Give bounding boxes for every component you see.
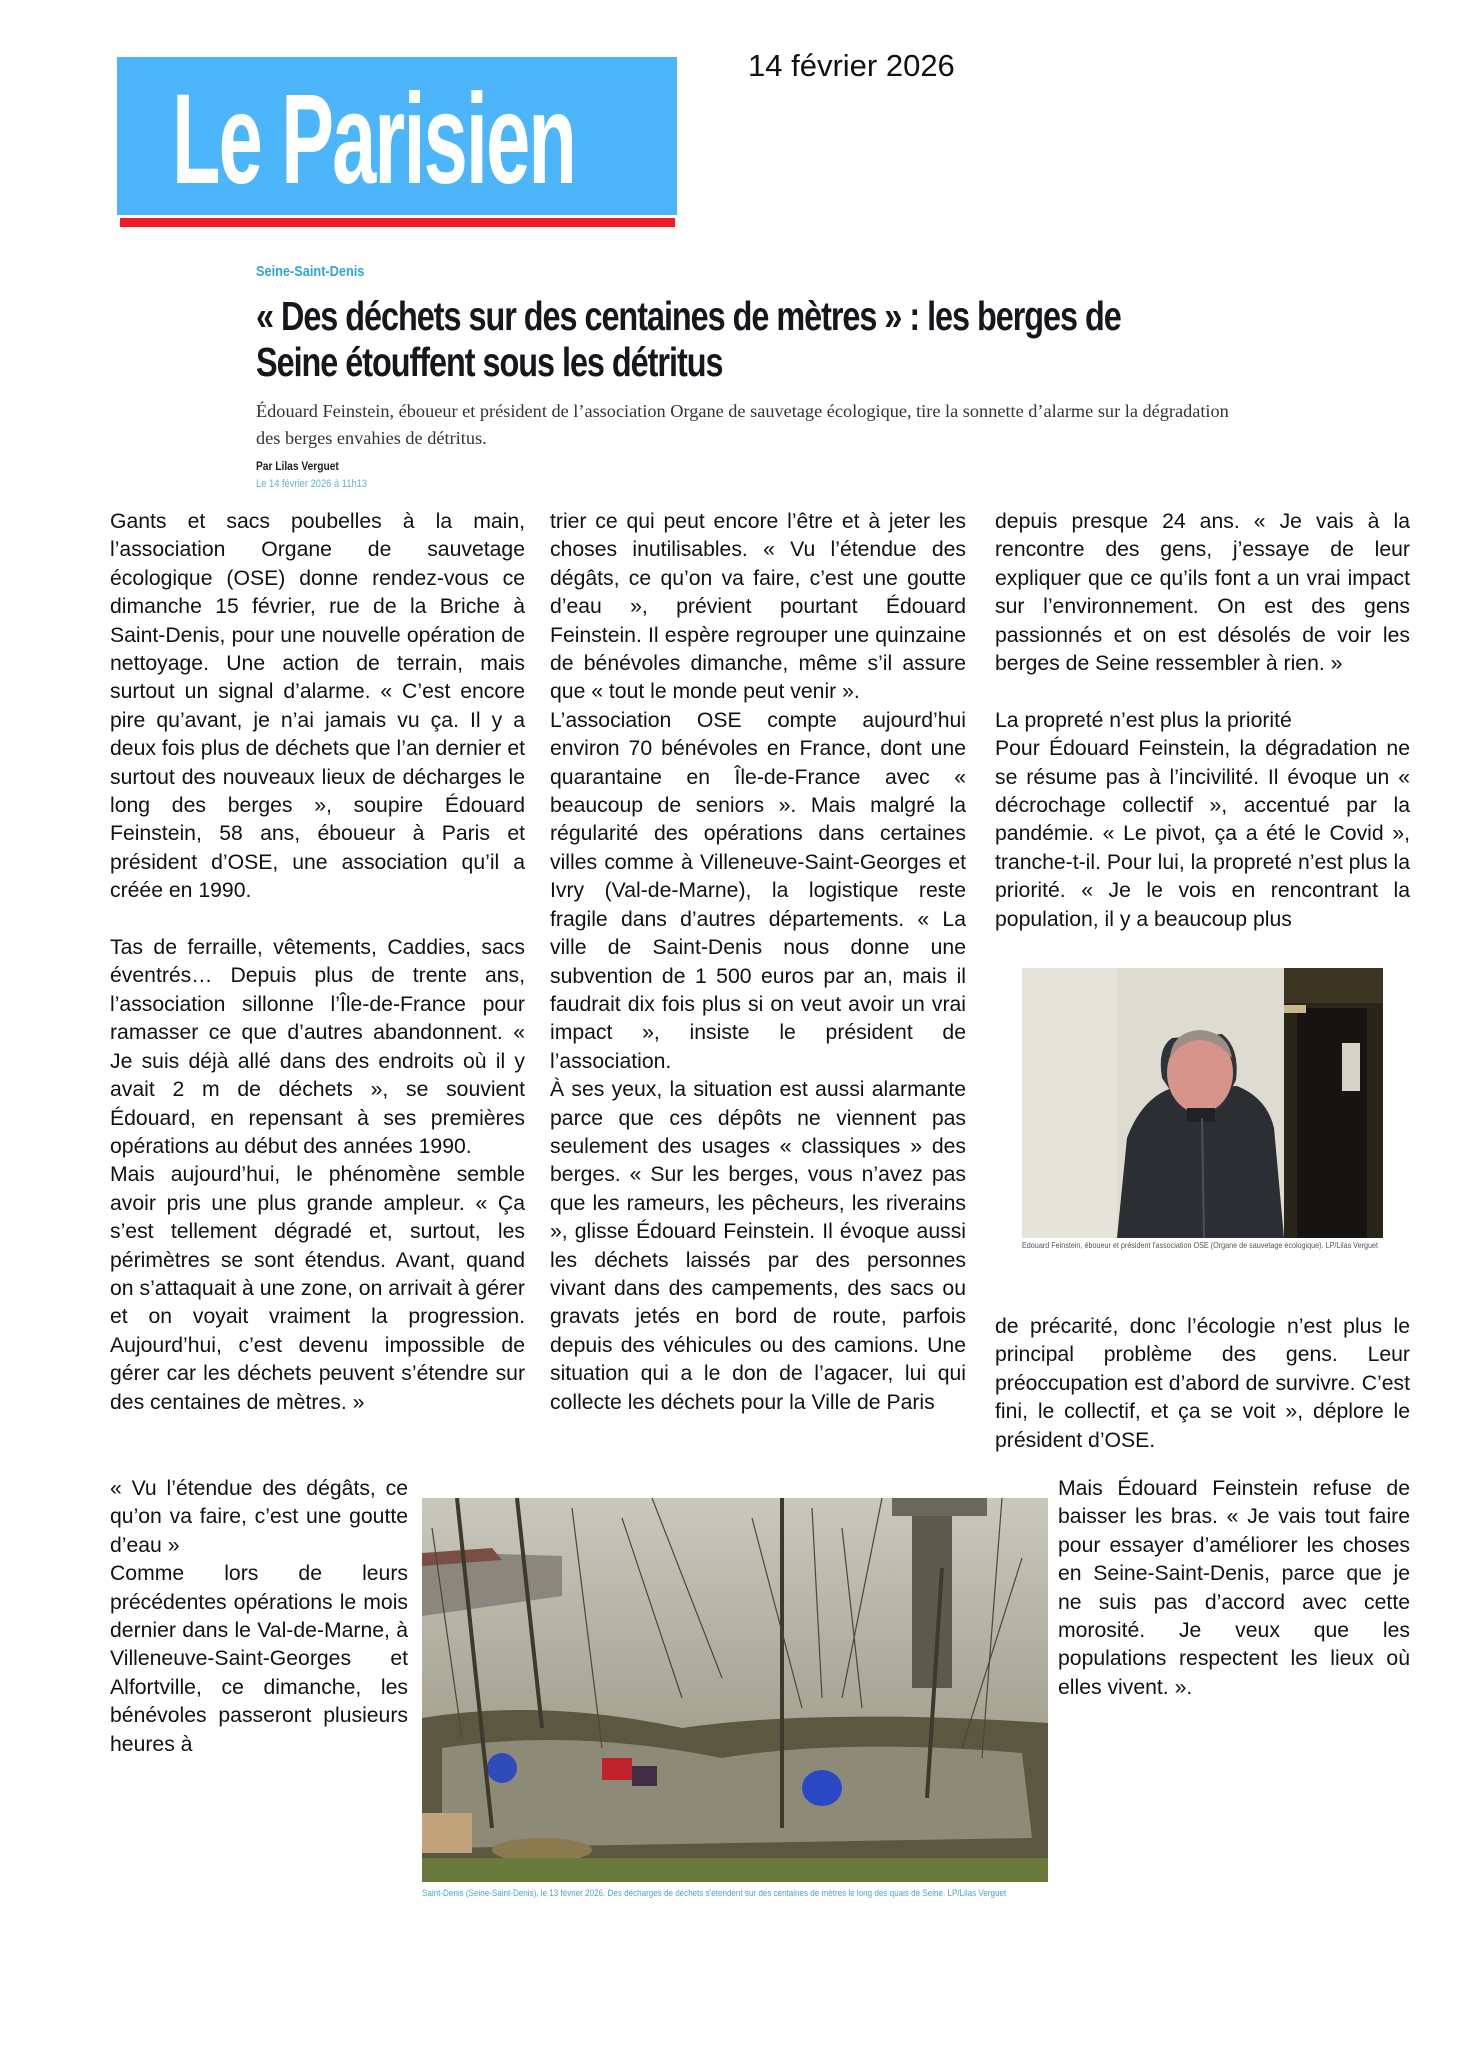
paragraph: depuis presque 24 ans. « Je vais à la rencontre des gens, j’essaye de leur expliquer que ce qu’ils font a un vrai impact sur l’environnement. On est des gens passionnés et on est désolés de voir les berges de Seine ressembler à rien. »: [995, 510, 1410, 676]
logo-text: Le Parisien: [172, 68, 575, 211]
publication-date: Le 14 février 2026 à 11h13: [256, 478, 368, 490]
paragraph: Comme lors de leurs précédentes opérations le mois dernier dans le Val-de-Marne, à Villeneuve-Saint-Georges et Alfortville, ce dimanche, les bénévoles passeront plusieurs heures à: [110, 1562, 408, 1756]
headline-line: Seine étouffent sous les détritus: [256, 339, 723, 385]
body-column-1: [110, 508, 525, 1417]
body-column-3: [995, 508, 1410, 934]
byline: Par Lilas Verguet: [256, 459, 339, 473]
body-column-1-narrow: [110, 1475, 408, 1759]
riverbank-caption: Saint-Denis (Seine-Saint-Denis), le 13 février 2026. Des décharges de déchets s'étendent sur des centaines de mètres le long des quais de Seine. LP/Lilas Verguet: [422, 1887, 1007, 1898]
standfirst: Édouard Feinstein, éboueur et président de l’association Organe de sauvetage écologique, tire la sonnette d’alarme sur la dégradation des berges envahies de détritus.: [256, 401, 1229, 448]
headline-line: « Des déchets sur des centaines de mètres » : les berges de: [256, 293, 1121, 339]
body-column-3-final: [1058, 1475, 1410, 1702]
logo-blue-box: [117, 57, 677, 215]
subheading-quote: « Vu l’étendue des dégâts, ce qu’on va faire, c’est une goutte d’eau »: [110, 1477, 408, 1557]
paragraph: L’association OSE compte aujourd’hui environ 70 bénévoles en France, dont une quarantaine en Île-de-France avec « beaucoup de seniors ». Mais malgré la régularité des opérations dans certaines villes comme à Villeneuve-Saint-Georges et Ivry (Val-de-Marne), la logistique reste fragile dans d’autres départements. « La ville de Saint-Denis nous donne une subvention de 1 500 euros par an, mais il faudrait dix fois plus si on veut avoir un vrai impact », insiste le président de l’association.: [550, 708, 966, 1073]
body-column-2: [550, 508, 966, 1417]
riverbank-illustration: [422, 1498, 1048, 1882]
paragraph: Mais aujourd’hui, le phénomène semble avoir pris une plus grande ampleur. « Ça s’est tellement dégradé et, surtout, les périmètres se sont étendus. Avant, quand on s’attaquait à une zone, on arrivait à gérer et on voyait vraiment la progression. Aujourd’hui, c’est devenu impossible de gérer car les déchets peuvent s’étendre sur des centaines de mètres. »: [110, 1163, 525, 1414]
section-kicker[interactable]: Seine-Saint-Denis: [256, 263, 365, 280]
le-parisien-logo: [117, 57, 677, 227]
riverbank-photo: [422, 1498, 1048, 1882]
paragraph: de précarité, donc l’écologie n’est plus le principal problème des gens. Leur préoccupation est d’abord de survivre. C’est fini, le collectif, et ça se voit », déplore le président d’OSE.: [995, 1315, 1410, 1452]
paragraph: Gants et sacs poubelles à la main, l’association Organe de sauvetage écologique (OSE) donne rendez-vous ce dimanche 15 février, rue de la Briche à Saint-Denis, pour une nouvelle opération de nettoyage. Une action de terrain, mais surtout un signal d’alarme. « C’est encore pire qu’avant, je n’ai jamais vu ça. Il y a deux fois plus de déchets que l’an dernier et surtout des nouveaux lieux de décharges le long des berges », soupire Édouard Feinstein, 58 ans, éboueur à Paris et président d’OSE, une association qu’il a créée en 1990.: [110, 510, 525, 903]
paragraph: Tas de ferraille, vêtements, Caddies, sacs éventrés… Depuis plus de trente ans, l’association sillonne l’Île-de-France pour ramasser ce que d’autres abandonnent. « Je suis déjà allé dans des endroits où il y avait 2 m de déchets », se souvient Édouard, en repensant à ses premières opérations au début des années 1990.: [110, 936, 525, 1158]
headline: [256, 293, 1204, 385]
portrait-caption: Edouard Feinstein, éboueur et président l'association OSE (Organe de sauvetage écologique). LP/Lilas Verguet: [1022, 1241, 1379, 1250]
portrait-illustration: [1022, 968, 1383, 1238]
paragraph: trier ce qui peut encore l’être et à jeter les choses inutilisables. « Vu l’étendue des dégâts, ce qu’on va faire, c’est une goutte d’eau », prévient pourtant Édouard Feinstein. Il espère regrouper une quinzaine de bénévoles dimanche, même s’il assure que « tout le monde peut venir ».: [550, 510, 966, 704]
body-column-3-continued: [995, 1313, 1410, 1455]
logo-red-bar: [120, 218, 675, 227]
issue-date: 14 février 2026: [748, 48, 955, 83]
subheading: La propreté n’est plus la priorité: [995, 708, 1292, 732]
paragraph: Pour Édouard Feinstein, la dégradation ne se résume pas à l’incivilité. Il évoque un « décrochage collectif », accentué par la pandémie. « Le pivot, ça a été le Covid », tranche-t-il. Pour lui, la propreté n’est plus la priorité. « Je le vois en rencontrant la population, il y a beaucoup plus: [995, 737, 1410, 931]
paragraph: Mais Édouard Feinstein refuse de baisser les bras. « Je vais tout faire pour essayer d’améliorer les choses en Seine-Saint-Denis, parce que je ne suis pas d’accord avec cette morosité. Je veux que les populations respectent les lieux où elles vivent. ».: [1058, 1477, 1410, 1699]
paragraph: À ses yeux, la situation est aussi alarmante parce que ces dépôts ne viennent pas seulement des usages « classiques » des berges. « Sur les berges, vous n’avez pas que les rameurs, les pêcheurs, les riverains », glisse Édouard Feinstein. Il évoque aussi les déchets laissés par des personnes vivant dans des campements, des sacs ou gravats jetés en bord de route, parfois depuis des véhicules ou des camions. Une situation qui a le don de l’agacer, lui qui collecte les déchets pour la Ville de Paris: [550, 1078, 966, 1414]
portrait-photo: [1022, 968, 1383, 1238]
